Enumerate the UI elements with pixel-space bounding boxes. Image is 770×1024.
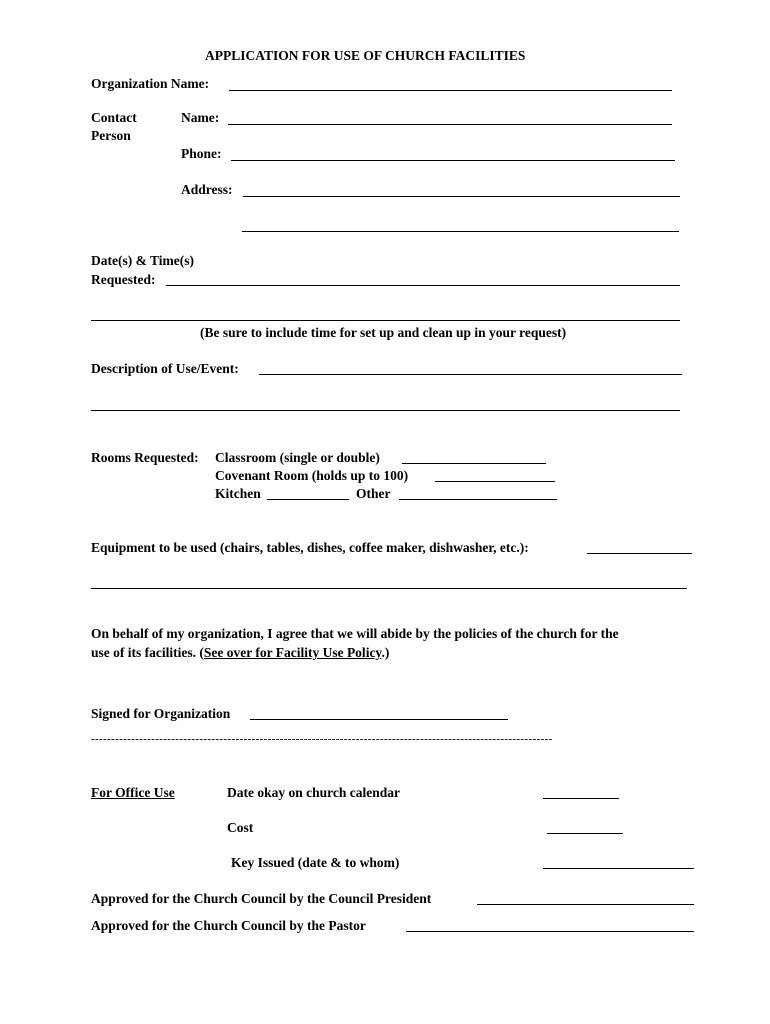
signature-field[interactable] [250,719,508,720]
dates-field-line2[interactable] [91,320,680,321]
facility-use-policy-link[interactable]: See over for Facility Use Policy [203,645,382,660]
room-classroom-field[interactable] [402,463,546,464]
president-approval-field[interactable] [477,904,694,905]
room-covenant-label: Covenant Room (holds up to 100) [215,468,409,483]
address-field-line1[interactable] [243,196,680,197]
equipment-label: Equipment to be used (chairs, tables, dishes, coffee maker, dishwasher, etc.): [91,540,529,555]
contact-name-field[interactable] [228,124,672,125]
pastor-approval-label: Approved for the Church Council by the Pastor [91,918,366,933]
signed-label: Signed for Organization [91,706,231,721]
agreement-line1: On behalf of my organization, I agree that we will abide by the policies of the church for the [91,626,619,641]
setup-note: (Be sure to include time for set up and clean up in your request) [200,325,567,340]
room-kitchen-label: Kitchen [215,486,261,501]
president-approval-label: Approved for the Church Council by the Council President [91,891,432,906]
agreement-prefix: use of its facilities. ( [91,645,204,660]
room-kitchen-field[interactable] [267,499,349,500]
room-covenant-field[interactable] [435,481,555,482]
dates-label-line2: Requested: [91,272,156,287]
description-field-line2[interactable] [91,410,680,411]
organization-field[interactable] [229,90,672,91]
calendar-label: Date okay on church calendar [227,785,401,800]
room-classroom-label: Classroom (single or double) [215,450,380,465]
key-issued-field[interactable] [543,868,694,869]
key-issued-label: Key Issued (date & to whom) [231,855,400,870]
rooms-label: Rooms Requested: [91,450,199,465]
address-label: Address: [181,182,233,197]
equipment-field-line2[interactable] [91,588,687,589]
contact-name-label: Name: [181,110,220,125]
phone-field[interactable] [231,160,675,161]
dates-field-line1[interactable] [166,285,680,286]
equipment-field-line1[interactable] [587,553,692,554]
description-field-line1[interactable] [259,374,682,375]
agreement-line2 [91,646,389,660]
address-field-line2[interactable] [242,231,679,232]
agreement-suffix: .) [381,645,390,660]
organization-label: Organization Name: [91,76,210,91]
office-use-heading: For Office Use [91,785,175,800]
cost-field[interactable] [547,833,623,834]
dates-label-line1: Date(s) & Time(s) [91,253,194,268]
pastor-approval-field[interactable] [406,931,694,932]
phone-label: Phone: [181,146,222,161]
calendar-field[interactable] [543,798,619,799]
room-other-label: Other [356,486,391,501]
room-other-field[interactable] [399,499,557,500]
contact-label-line2: Person [91,128,131,143]
form-title: APPLICATION FOR USE OF CHURCH FACILITIES [205,48,526,63]
description-label: Description of Use/Event: [91,361,239,376]
divider: ------------------------------------------------------------------------------------------------------------------- [91,733,553,745]
contact-label-line1: Contact [91,110,137,125]
cost-label: Cost [227,820,254,835]
